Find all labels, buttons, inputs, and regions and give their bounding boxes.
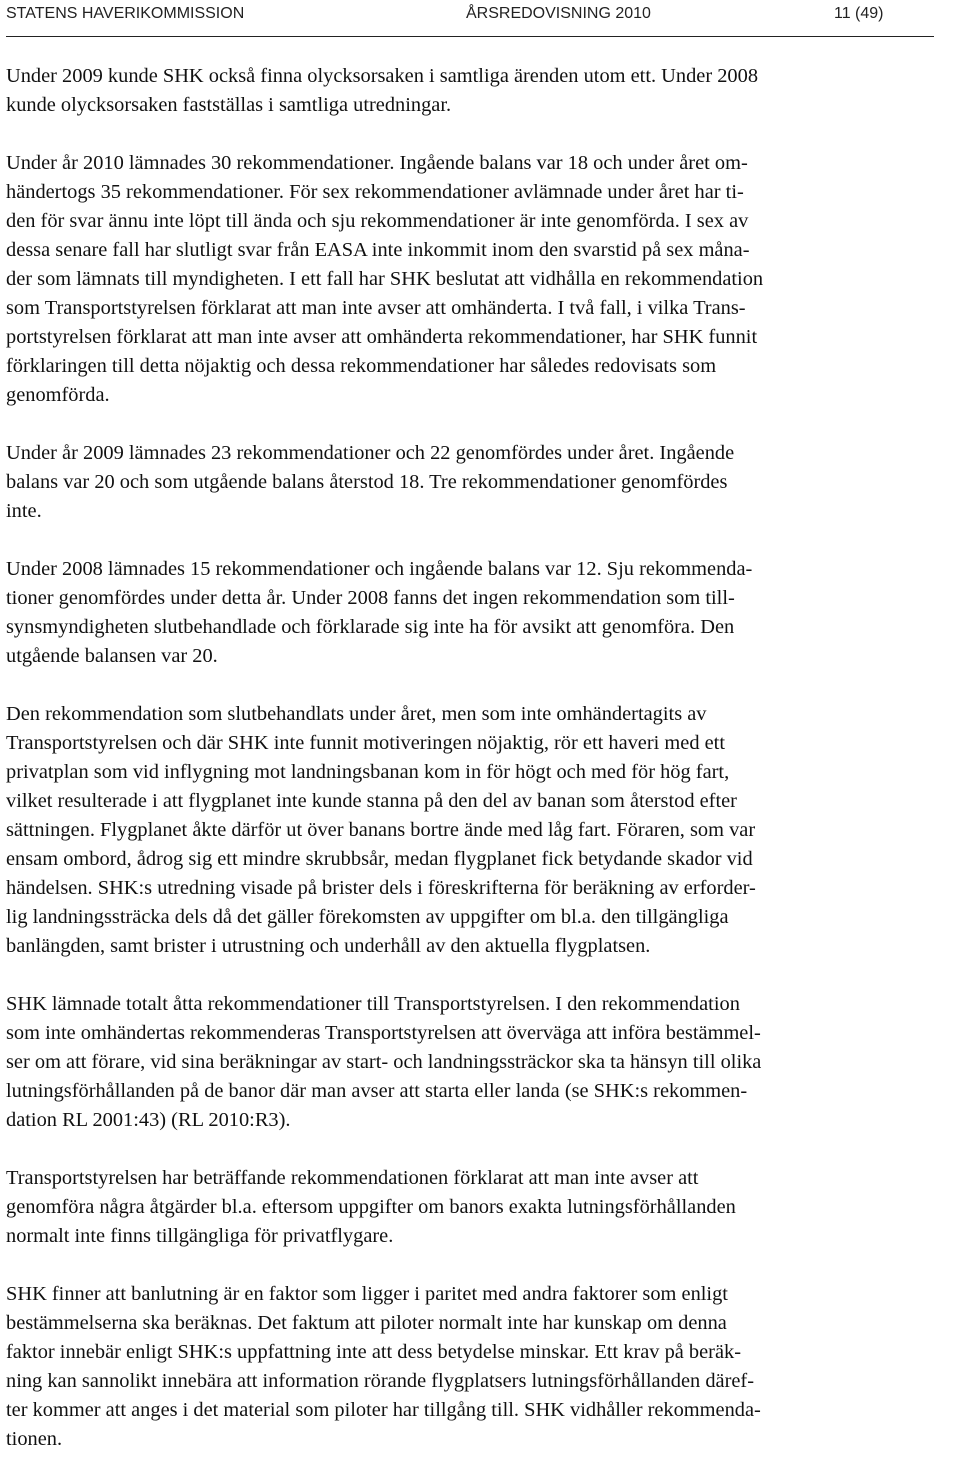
text-line: synsmyndigheten slutbehandlade och förklarade sig inte ha för avsikt att genomföra. Den [6,616,735,638]
paragraph [6,555,950,671]
text-line: ter kommer att anges i det material som piloter har tillgång till. SHK vidhåller rekommenda- [6,1399,761,1421]
text-line: ensam ombord, ådrog sig ett mindre skrubbsår, medan flygplanet fick betydande skador vid [6,848,753,870]
paragraph-spacer [6,410,950,439]
paragraph-spacer [6,526,950,555]
text-line: ning kan sannolikt innebära att information rörande flygplatsers lutningsförhållanden däref- [6,1370,754,1392]
text-line: inte. [6,500,42,522]
text-line: utgående balansen var 20. [6,645,218,667]
text-line: vilket resulterade i att flygplanet inte kunde stanna på den del av banan som återstod efter [6,790,737,812]
header-document-title: ÅRSREDOVISNING 2010 [466,5,651,22]
header-organization: STATENS HAVERIKOMMISSION [6,5,245,22]
text-line: SHK finner att banlutning är en faktor som ligger i paritet med andra faktorer som enligt [6,1283,728,1305]
text-line: kunde olycksorsaken fastställas i samtliga utredningar. [6,94,452,116]
paragraph [6,149,950,410]
text-line: dessa senare fall har slutligt svar från EASA inte inkommit inom den svarstid på sex måna- [6,239,750,261]
text-line: förklaringen till detta nöjaktig och dessa rekommendationer har således redovisats som [6,355,717,377]
text-line: normalt inte finns tillgängliga för privatflygare. [6,1225,394,1247]
text-line: lig landningssträcka dels då det gäller förekomsten av uppgifter om bl.a. den tillgängliga [6,906,729,928]
text-line: tioner genomfördes under detta år. Under 2008 fanns det ingen rekommendation som till- [6,587,735,609]
text-line: Transportstyrelsen har beträffande rekommendationen förklarat att man inte avser att [6,1167,699,1189]
paragraph-spacer [6,671,950,700]
paragraph [6,439,950,526]
text-line: der som lämnats till myndigheten. I ett fall har SHK beslutat att vidhålla en rekommendation [6,268,764,290]
text-line: genomförda. [6,384,110,406]
document-body [6,62,950,1454]
text-line: sättningen. Flygplanet åkte därför ut över banans bortre ände med låg fart. Föraren, som var [6,819,756,841]
text-line: faktor innebär enligt SHK:s uppfattning inte att dess betydelse minskar. Ett krav på beräk- [6,1341,742,1363]
text-line: SHK lämnade totalt åtta rekommendationer till Transportstyrelsen. I den rekommendation [6,993,740,1015]
header-page-number: 11 (49) [834,5,884,22]
text-line: genomföra några åtgärder bl.a. eftersom uppgifter om banors exakta lutningsförhållanden [6,1196,736,1218]
text-line: lutningsförhållanden på de banor där man avser att starta eller landa (se SHK:s rekommen- [6,1080,748,1102]
text-line: bestämmelserna ska beräknas. Det faktum att piloter normalt inte har kunskap om denna [6,1312,727,1334]
paragraph [6,700,950,961]
text-line: Under år 2009 lämnades 23 rekommendationer och 22 genomfördes under året. Ingående [6,442,735,464]
header-divider [6,36,934,37]
paragraph [6,62,950,120]
text-line: balans var 20 och som utgående balans återstod 18. Tre rekommendationer genomfördes [6,471,728,493]
text-line: som inte omhändertas rekommenderas Transportstyrelsen att överväga att införa bestämmel- [6,1022,761,1044]
paragraph-spacer [6,961,950,990]
paragraph-spacer [6,1135,950,1164]
text-line: Transportstyrelsen och där SHK inte funnit motiveringen nöjaktig, rör ett haveri med ett [6,732,725,754]
text-line: tionen. [6,1428,63,1450]
paragraph [6,1164,950,1251]
text-line: portstyrelsen förklarat att man inte avser att omhänderta rekommendationer, har SHK funnit [6,326,758,348]
text-line: Under 2009 kunde SHK också finna olycksorsaken i samtliga ärenden utom ett. Under 2008 [6,65,759,87]
paragraph-spacer [6,1251,950,1280]
text-line: Den rekommendation som slutbehandlats under året, men som inte omhändertagits av [6,703,707,725]
text-line: privatplan som vid inflygning mot landningsbanan kom in för högt och med för hög fart, [6,761,730,783]
text-line: Under 2008 lämnades 15 rekommendationer och ingående balans var 12. Sju rekommenda- [6,558,753,580]
text-line: Under år 2010 lämnades 30 rekommendationer. Ingående balans var 18 och under året om- [6,152,748,174]
text-line: händelsen. SHK:s utredning visade på brister dels i föreskrifterna för beräkning av erforder- [6,877,756,899]
paragraph [6,1280,950,1454]
text-line: som Transportstyrelsen förklarat att man inte avser att omhänderta. I två fall, i vilka Trans- [6,297,746,319]
paragraph-spacer [6,120,950,149]
text-line: den för svar ännu inte löpt till ända och sju rekommendationer är inte genomförda. I sex av [6,210,749,232]
text-line: ser om att förare, vid sina beräkningar av start- och landningssträckor ska ta hänsyn till olika [6,1051,762,1073]
text-line: dation RL 2001:43) (RL 2010:R3). [6,1109,291,1131]
text-line: händertogs 35 rekommendationer. För sex rekommendationer avlämnade under året har ti- [6,181,744,203]
paragraph [6,990,950,1135]
text-line: banlängden, samt brister i utrustning och underhåll av den aktuella flygplatsen. [6,935,651,957]
page-header [6,2,934,32]
